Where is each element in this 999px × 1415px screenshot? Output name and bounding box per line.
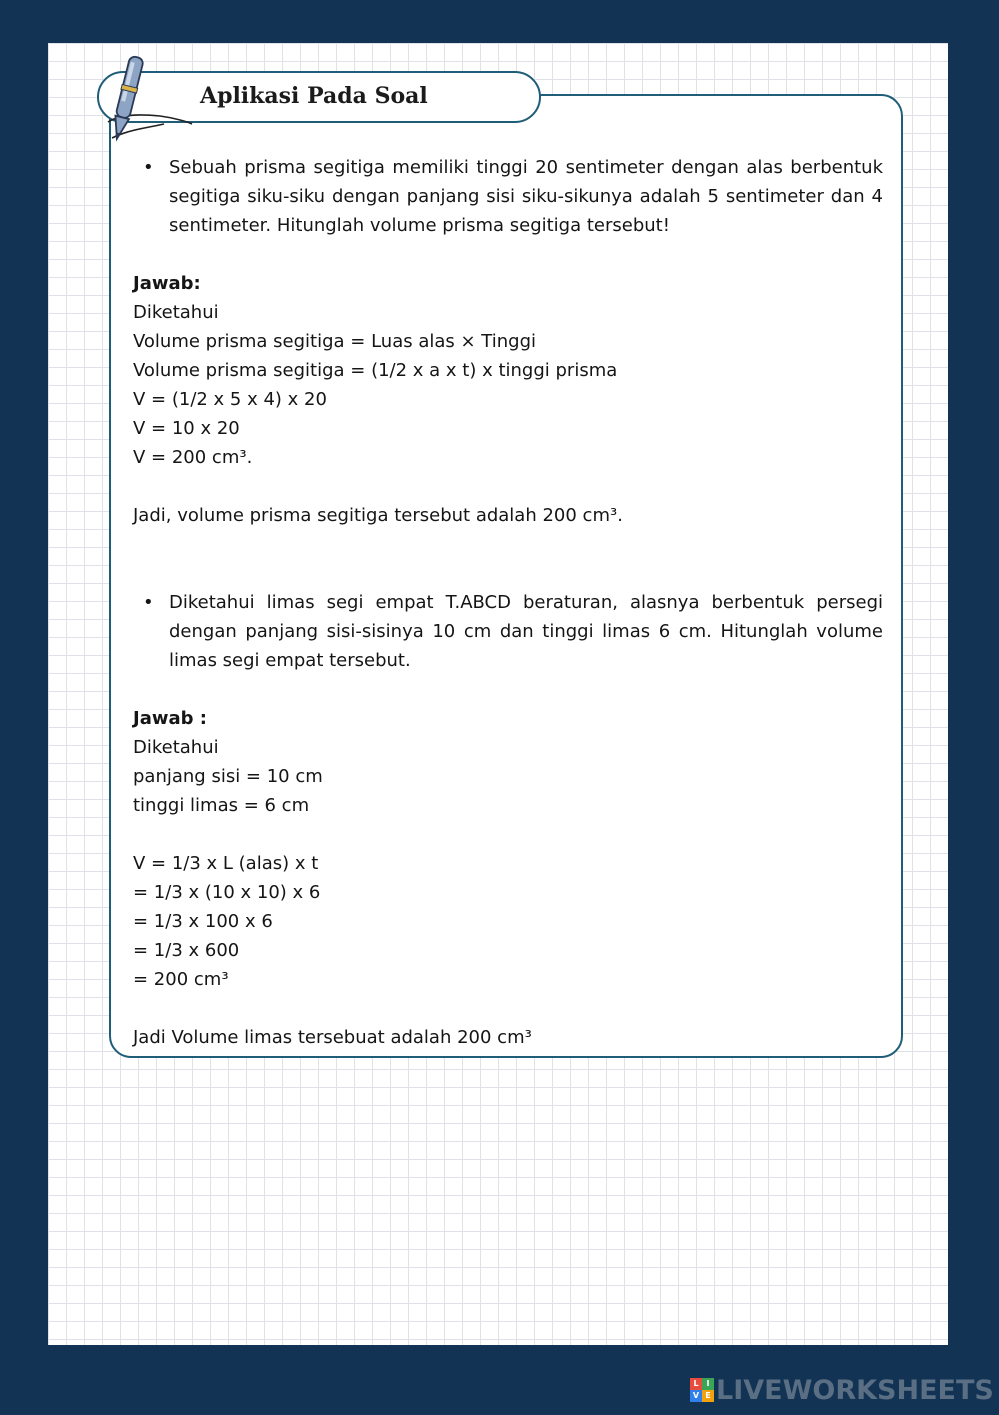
pen-icon bbox=[100, 50, 200, 150]
answer-2-known: panjang sisi = 10 cm bbox=[133, 766, 323, 787]
bullet: • bbox=[143, 592, 154, 613]
answer-2-conclusion: Jadi Volume limas tersebuat adalah 200 cm³ bbox=[133, 1027, 532, 1048]
page-title: Aplikasi Pada Soal bbox=[200, 83, 428, 109]
answer-1-label: Jawab: bbox=[133, 273, 201, 294]
question-1-text: Sebuah prisma segitiga memiliki tinggi 20 sentimeter dengan alas berbentuk segitiga siku-siku dengan panjang sisi siku-sikunya adalah 5 sentimeter dan 4 sentimeter. Hitunglah volume prisma segitiga tersebut! bbox=[169, 157, 883, 236]
answer-2-known: Diketahui bbox=[133, 737, 219, 758]
answer-2-label: Jawab : bbox=[133, 708, 207, 729]
answer-2-known: tinggi limas = 6 cm bbox=[133, 795, 310, 816]
liveworksheets-logo bbox=[690, 1375, 994, 1405]
question-2 bbox=[133, 588, 883, 675]
answer-2-step: = 1/3 x 100 x 6 bbox=[133, 911, 273, 932]
answer-2-step: V = 1/3 x L (alas) x t bbox=[133, 853, 319, 874]
answer-2-step: = 200 cm³ bbox=[133, 969, 229, 990]
logo-icon: L I V E bbox=[690, 1378, 714, 1402]
answer-1-line: Volume prisma segitiga = Luas alas × Tinggi bbox=[133, 331, 536, 352]
question-1 bbox=[133, 153, 883, 240]
question-2-text: Diketahui limas segi empat T.ABCD beraturan, alasnya berbentuk persegi dengan panjang sisi-sisinya 10 cm dan tinggi limas 6 cm. Hitunglah volume limas segi empat tersebut. bbox=[169, 592, 883, 671]
answer-2-step: = 1/3 x 600 bbox=[133, 940, 240, 961]
logo-text: LIVEWORKSHEETS bbox=[716, 1374, 994, 1406]
answer-1-line: Diketahui bbox=[133, 302, 219, 323]
answer-1-line: V = 200 cm³. bbox=[133, 447, 253, 468]
bullet: • bbox=[143, 157, 154, 178]
answer-1-line: Volume prisma segitiga = (1/2 x a x t) x tinggi prisma bbox=[133, 360, 618, 381]
answer-1-conclusion: Jadi, volume prisma segitiga tersebut adalah 200 cm³. bbox=[133, 505, 623, 526]
answer-1-line: V = 10 x 20 bbox=[133, 418, 240, 439]
answer-2-step: = 1/3 x (10 x 10) x 6 bbox=[133, 882, 321, 903]
answer-1-line: V = (1/2 x 5 x 4) x 20 bbox=[133, 389, 327, 410]
content-area bbox=[133, 153, 883, 1052]
